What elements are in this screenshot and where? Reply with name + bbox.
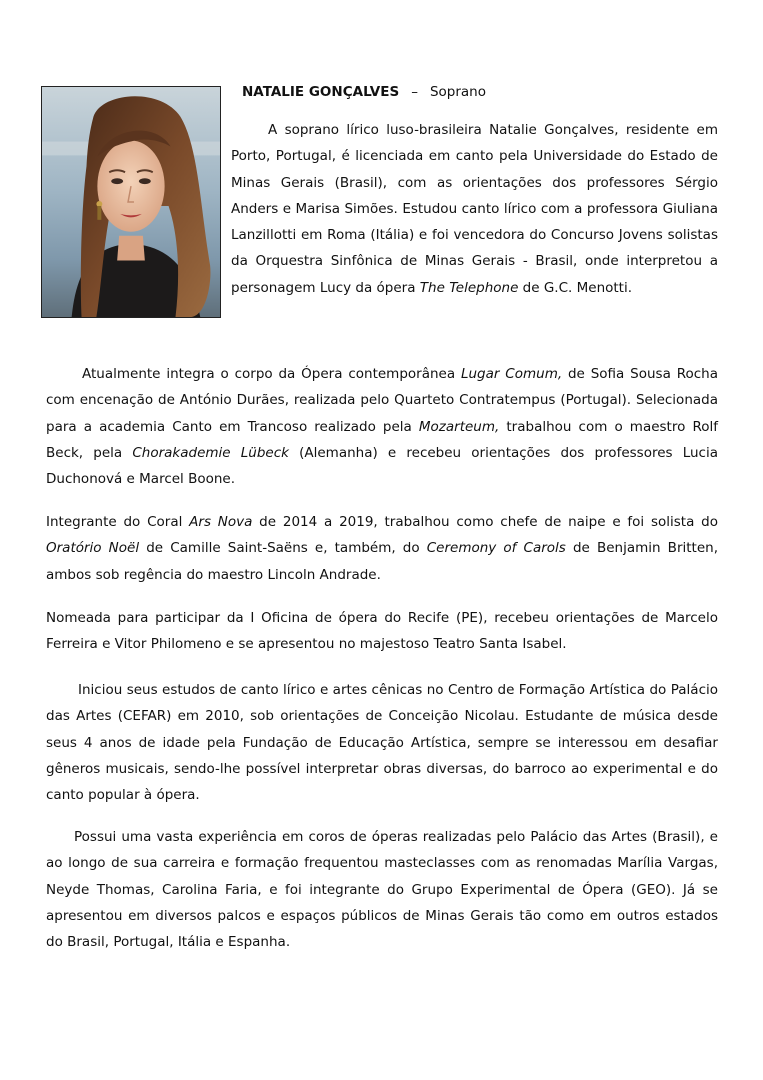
p2-text-1: Integrante do Coral bbox=[46, 514, 190, 530]
p4-text: Iniciou seus estudos de canto lírico e artes cênicas no Centro de Formação Artística do Palácio das Artes (CEFAR) em 2010, sob orientações de Conceição Nicolau. Estudante de música desde seus 4 anos de idade pela Fundação de Educação Artística, sempre se interessou em desafiar gêneros musicais, sendo-lhe possível interpretar obras diversas, do barroco ao experimental e do canto popular à ópera. bbox=[46, 682, 718, 804]
paragraph-2 bbox=[46, 509, 718, 588]
p1-text-4: (Alemanha) e recebeu orientações dos professores Lucia Duchonová e Marcel Boone. bbox=[46, 444, 718, 488]
p3-text: Nomeada para participar da I Oficina de ópera do Recife (PE), recebeu orientações de Marcelo Ferreira e Vitor Philomeno e se apresentou no majestoso Teatro Santa Isabel. bbox=[46, 610, 718, 653]
p2-work-title-1: Oratório Noël bbox=[46, 540, 140, 557]
intro-text-1: A soprano lírico luso-brasileira Natalie Gonçalves, residente em Porto, Portugal, é licenciada em canto pela Universidade do Estado de Minas Gerais (Brasil), com as orientações dos professores Sérgio Anders e Marisa Simões. Estudou canto lírico com a professora Giuliana Lanzillotti em Roma (Itália) e foi vencedora do Concurso Jovens solistas da Orquestra Sinfônica de Minas Gerais - Brasil, onde interpretou a personagem Lucy da ópera bbox=[231, 122, 718, 296]
p1-text-3: trabalhou com o maestro Rolf Beck, pela bbox=[46, 418, 718, 461]
p1-academy: Chorakademie Lübeck bbox=[132, 444, 289, 461]
p2-text-2: de 2014 a 2019, trabalhou como chefe de naipe e foi solista do bbox=[252, 514, 718, 530]
p2-text-4: de Benjamin Britten, ambos sob regência do maestro Lincoln Andrade. bbox=[46, 540, 718, 583]
header bbox=[242, 82, 486, 102]
p2-work-title-2: Ceremony of Carols bbox=[426, 540, 566, 557]
portrait-icon bbox=[42, 87, 220, 317]
title-separator: – bbox=[411, 84, 418, 100]
intro-text-2: de G.C. Menotti. bbox=[518, 279, 633, 296]
p2-text-3: de Camille Saint-Saëns e, também, do bbox=[139, 540, 427, 557]
p2-choir-name: Ars Nova bbox=[189, 514, 253, 530]
p1-institution: Mozarteum, bbox=[418, 418, 500, 435]
paragraph-3 bbox=[46, 605, 718, 658]
p5-text: Possui uma vasta experiência em coros de óperas realizadas pelo Palácio das Artes (Brasil), e ao longo de sua carreira e formação frequentou masteclasses com as renomadas Marília Vargas, Neyde Thomas, Carolina Faria, e foi integrante do Grupo Experimental de Ópera (GEO). Já se apresentou em diversos palcos e espaços públicos de Minas Gerais tão como em outros estados do Brasil, Portugal, Itália e Espanha. bbox=[46, 829, 718, 951]
paragraph-1 bbox=[46, 361, 718, 492]
p1-text-1: Atualmente integra o corpo da Ópera contemporânea bbox=[82, 366, 461, 382]
p1-text-2: de Sofia Sousa Rocha com encenação de António Durães, realizada pelo Quarteto Contratempus (Portugal). Selecionada para a academia Canto em Trancoso realizado pela bbox=[46, 366, 718, 435]
voice-type: Soprano bbox=[429, 84, 486, 100]
intro-work-title: The Telephone bbox=[419, 279, 519, 296]
intro-paragraph bbox=[231, 117, 718, 301]
portrait-photo bbox=[41, 86, 221, 318]
singer-name: NATALIE GONÇALVES bbox=[242, 84, 400, 100]
paragraph-5 bbox=[46, 824, 718, 955]
paragraph-4 bbox=[46, 677, 718, 808]
p1-work-title: Lugar Comum, bbox=[460, 366, 563, 382]
